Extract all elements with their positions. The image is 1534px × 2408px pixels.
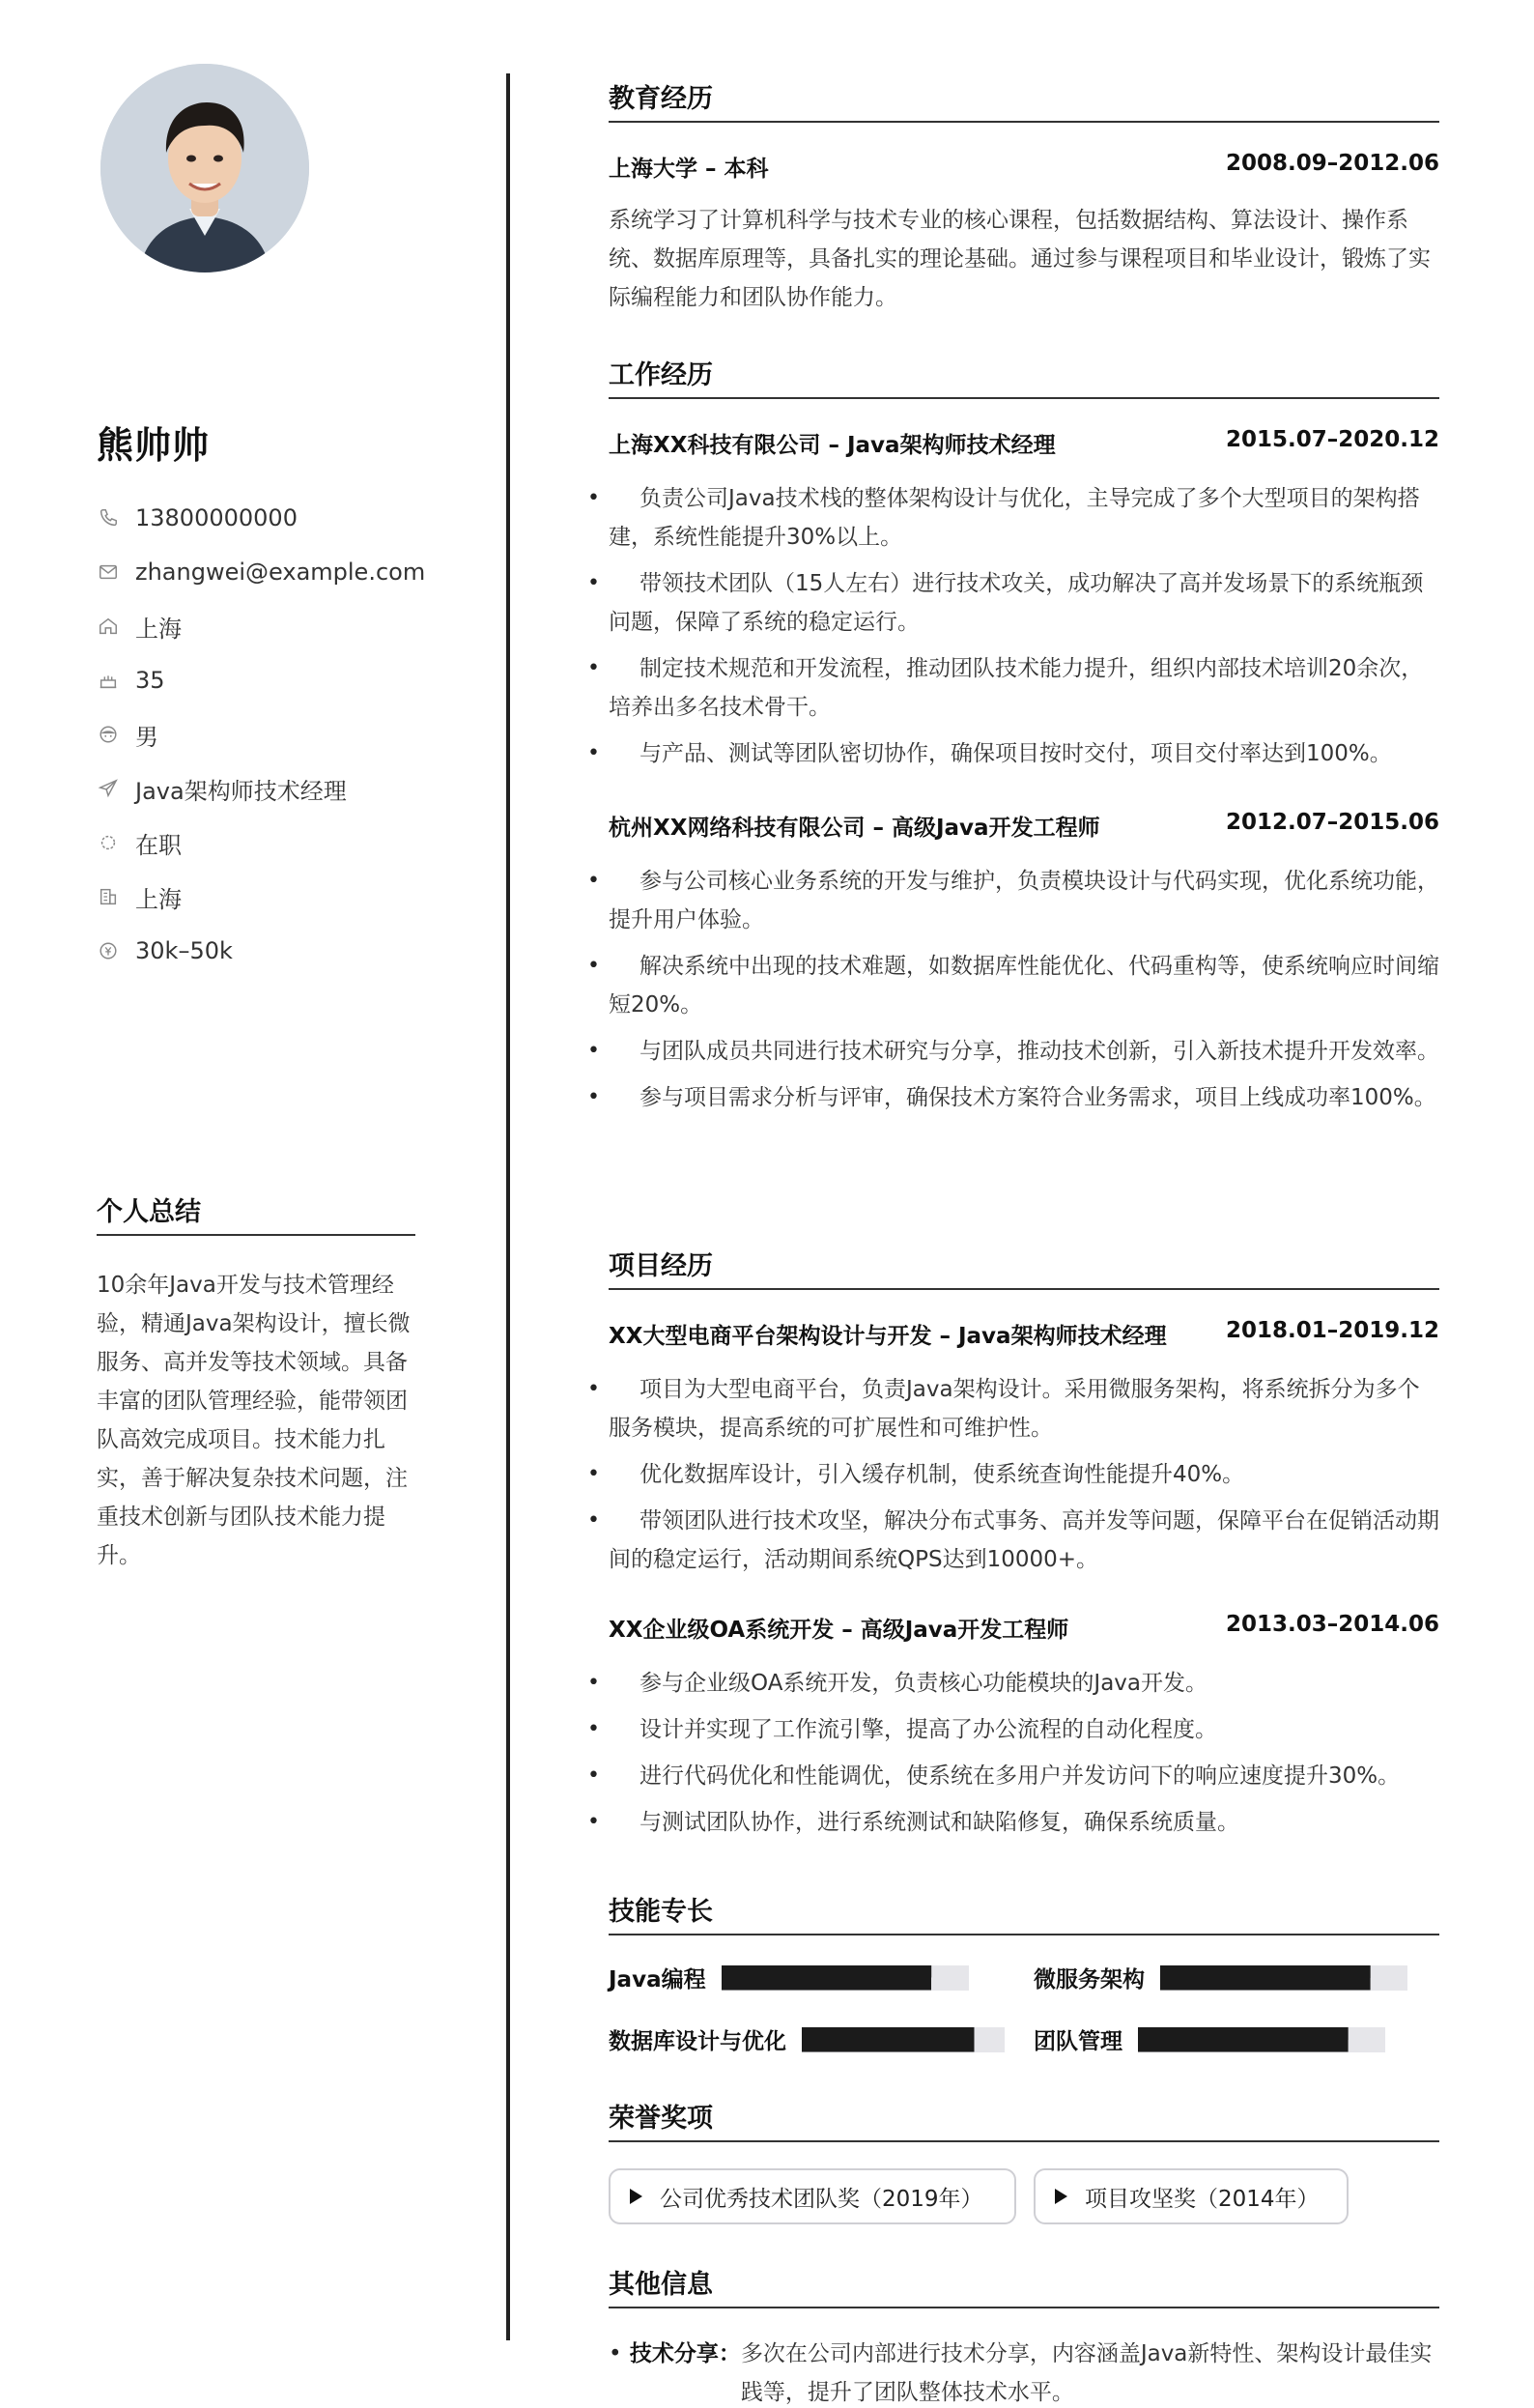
- info-position: Java架构师技术经理: [135, 777, 347, 805]
- project-period: 2018.01–2019.12: [1225, 1318, 1439, 1343]
- list-item: • 制定技术规范和开发流程，推动团队技术能力提升，组织内部技术培训20余次，培养出多名技术骨干。: [609, 649, 1439, 727]
- skill-item: [1034, 2023, 1385, 2055]
- play-icon: [1055, 2189, 1067, 2204]
- list-item: • 进行代码优化和性能调优，使系统在多用户并发访问下的响应速度提升30%。: [609, 1757, 1439, 1795]
- project-header: [609, 1612, 1439, 1644]
- skill-bar: [722, 1965, 969, 1991]
- skill-bar-fill: [1138, 2027, 1349, 2052]
- skill-label: 微服务架构: [1034, 1967, 1145, 1992]
- info-age: 35: [135, 667, 165, 694]
- skill-bar: [1138, 2027, 1385, 2052]
- bullet-dot: •: [609, 2341, 622, 2366]
- job-period: 2012.07–2015.06: [1225, 810, 1439, 835]
- info-row-city: [97, 599, 483, 653]
- list-item: • 与团队成员共同进行技术研究与分享，推动技术创新，引入新技术提升开发效率。: [609, 1032, 1439, 1071]
- gender-icon: [97, 723, 120, 746]
- info-row-phone: [97, 491, 483, 545]
- job-bullets: [609, 479, 1439, 781]
- info-work-city: 上海: [135, 885, 182, 913]
- cake-icon: [97, 669, 120, 692]
- info-row-salary: [97, 924, 483, 978]
- award-badge[interactable]: [1034, 2168, 1349, 2224]
- award-badge[interactable]: [609, 2168, 1016, 2224]
- education-school: 上海大学 – 本科: [609, 157, 769, 182]
- skills-heading: 技能专长: [609, 1890, 1439, 1935]
- list-item: • 参与公司核心业务系统的开发与维护，负责模块设计与代码实现，优化系统功能，提升用户体验。: [609, 862, 1439, 939]
- skill-bar-fill: [1160, 1965, 1371, 1991]
- project-period: 2013.03–2014.06: [1225, 1612, 1439, 1637]
- contact-info-list: [97, 491, 483, 978]
- job-title: 上海XX科技有限公司 – Java架构师技术经理: [609, 433, 1056, 458]
- list-item: • 设计并实现了工作流引擎，提高了办公流程的自动化程度。: [609, 1710, 1439, 1749]
- info-row-work-city: [97, 870, 483, 924]
- person-name: 熊帅帅: [97, 424, 211, 467]
- project-title: XX大型电商平台架构设计与开发 – Java架构师技术经理: [609, 1324, 1167, 1349]
- skill-label: 团队管理: [1034, 2029, 1122, 2054]
- info-row-position: [97, 761, 483, 816]
- projects-heading: 项目经历: [609, 1245, 1439, 1290]
- list-item: • 与测试团队协作，进行系统测试和缺陷修复，确保系统质量。: [609, 1803, 1439, 1842]
- skill-bar: [1160, 1965, 1407, 1991]
- skill-label: Java编程: [609, 1967, 706, 1992]
- list-item: • 项目为大型电商平台，负责Java架构设计。采用微服务架构，将系统拆分为多个服务模块，提高系统的可扩展性和可维护性。: [609, 1370, 1439, 1448]
- info-gender: 男: [135, 723, 158, 751]
- list-item: • 参与企业级OA系统开发，负责核心功能模块的Java开发。: [609, 1664, 1439, 1703]
- other-value: 多次在公司内部进行技术分享，内容涵盖Java新特性、架构设计最佳实践等，提升了团队整体技术水平。: [740, 2341, 1433, 2405]
- project-bullets: [609, 1664, 1439, 1849]
- phone-icon: [97, 506, 120, 530]
- list-item: • 解决系统中出现的技术难题，如数据库性能优化、代码重构等，使系统响应时间缩短20%。: [609, 947, 1439, 1024]
- info-phone: 13800000000: [135, 504, 298, 531]
- list-item: • 负责公司Java技术栈的整体架构设计与优化，主导完成了多个大型项目的架构搭建，系统性能提升30%以上。: [609, 479, 1439, 557]
- awards-heading: 荣誉奖项: [609, 2097, 1439, 2142]
- column-divider: [506, 73, 510, 2340]
- job-header: [609, 427, 1439, 459]
- project-header: [609, 1318, 1439, 1350]
- job-header: [609, 810, 1439, 842]
- other-item: [609, 2335, 1439, 2408]
- skill-label: 数据库设计与优化: [609, 2029, 786, 2054]
- skill-bar-fill: [722, 1965, 932, 1991]
- other-heading: 其他信息: [609, 2263, 1439, 2308]
- list-item: • 参与项目需求分析与评审，确保技术方案符合业务需求，项目上线成功率100%。: [609, 1078, 1439, 1117]
- summary-heading: 个人总结: [97, 1190, 415, 1236]
- work-heading: 工作经历: [609, 354, 1439, 399]
- skill-item: [609, 1962, 969, 1993]
- list-item: • 优化数据库设计，引入缓存机制，使系统查询性能提升40%。: [609, 1455, 1439, 1494]
- home-icon: [97, 615, 120, 638]
- other-key: 技术分享：: [629, 2341, 741, 2366]
- info-row-email: [97, 545, 483, 599]
- project-bullets: [609, 1370, 1439, 1587]
- award-label: 公司优秀技术团队奖（2019年）: [660, 2186, 983, 2212]
- salary-icon: [97, 939, 120, 962]
- info-salary: 30k–50k: [135, 937, 233, 964]
- education-period: 2008.09–2012.06: [1225, 151, 1439, 176]
- list-item: • 与产品、测试等团队密切协作，确保项目按时交付，项目交付率达到100%。: [609, 734, 1439, 773]
- education-heading: 教育经历: [609, 77, 1439, 123]
- email-icon: [97, 560, 120, 584]
- skill-bar: [802, 2027, 1005, 2052]
- building-icon: [97, 885, 120, 908]
- play-icon: [630, 2189, 642, 2204]
- job-title: 杭州XX网络科技有限公司 – 高级Java开发工程师: [609, 816, 1100, 841]
- status-icon: [97, 831, 120, 854]
- skill-bar-fill: [802, 2027, 975, 2052]
- education-description: 系统学习了计算机科学与技术专业的核心课程，包括数据结构、算法设计、操作系统、数据库原理等，具备扎实的理论基础。通过参与课程项目和毕业设计，锻炼了实际编程能力和团队协作能力。: [609, 208, 1431, 310]
- project-title: XX企业级OA系统开发 – 高级Java开发工程师: [609, 1618, 1069, 1643]
- summary-text: 10余年Java开发与技术管理经验，精通Java架构设计，擅长微服务、高并发等技术领域。具备丰富的团队管理经验，能带领团队高效完成项目。技术能力扎实，善于解决复杂技术问题，注重技术创新与团队技术能力提升。: [97, 1273, 411, 1568]
- job-period: 2015.07–2020.12: [1225, 427, 1439, 452]
- list-item: • 带领技术团队（15人左右）进行技术攻关，成功解决了高并发场景下的系统瓶颈问题，保障了系统的稳定运行。: [609, 564, 1439, 642]
- info-status: 在职: [135, 831, 182, 859]
- education-row: [609, 151, 1439, 183]
- info-row-status: [97, 816, 483, 870]
- avatar: [100, 64, 309, 272]
- award-label: 项目攻坚奖（2014年）: [1085, 2186, 1320, 2212]
- skill-item: [1034, 1962, 1407, 1993]
- skill-item: [609, 2023, 1005, 2055]
- info-city: 上海: [135, 615, 182, 643]
- list-item: • 带领团队进行技术攻坚，解决分布式事务、高并发等问题，保障平台在促销活动期间的稳定运行，活动期间系统QPS达到10000+。: [609, 1502, 1439, 1579]
- left-column: [0, 0, 502, 2408]
- send-icon: [97, 777, 120, 800]
- info-row-gender: [97, 707, 483, 761]
- info-row-age: [97, 653, 483, 707]
- job-bullets: [609, 862, 1439, 1125]
- info-email: zhangwei@example.com: [135, 559, 426, 586]
